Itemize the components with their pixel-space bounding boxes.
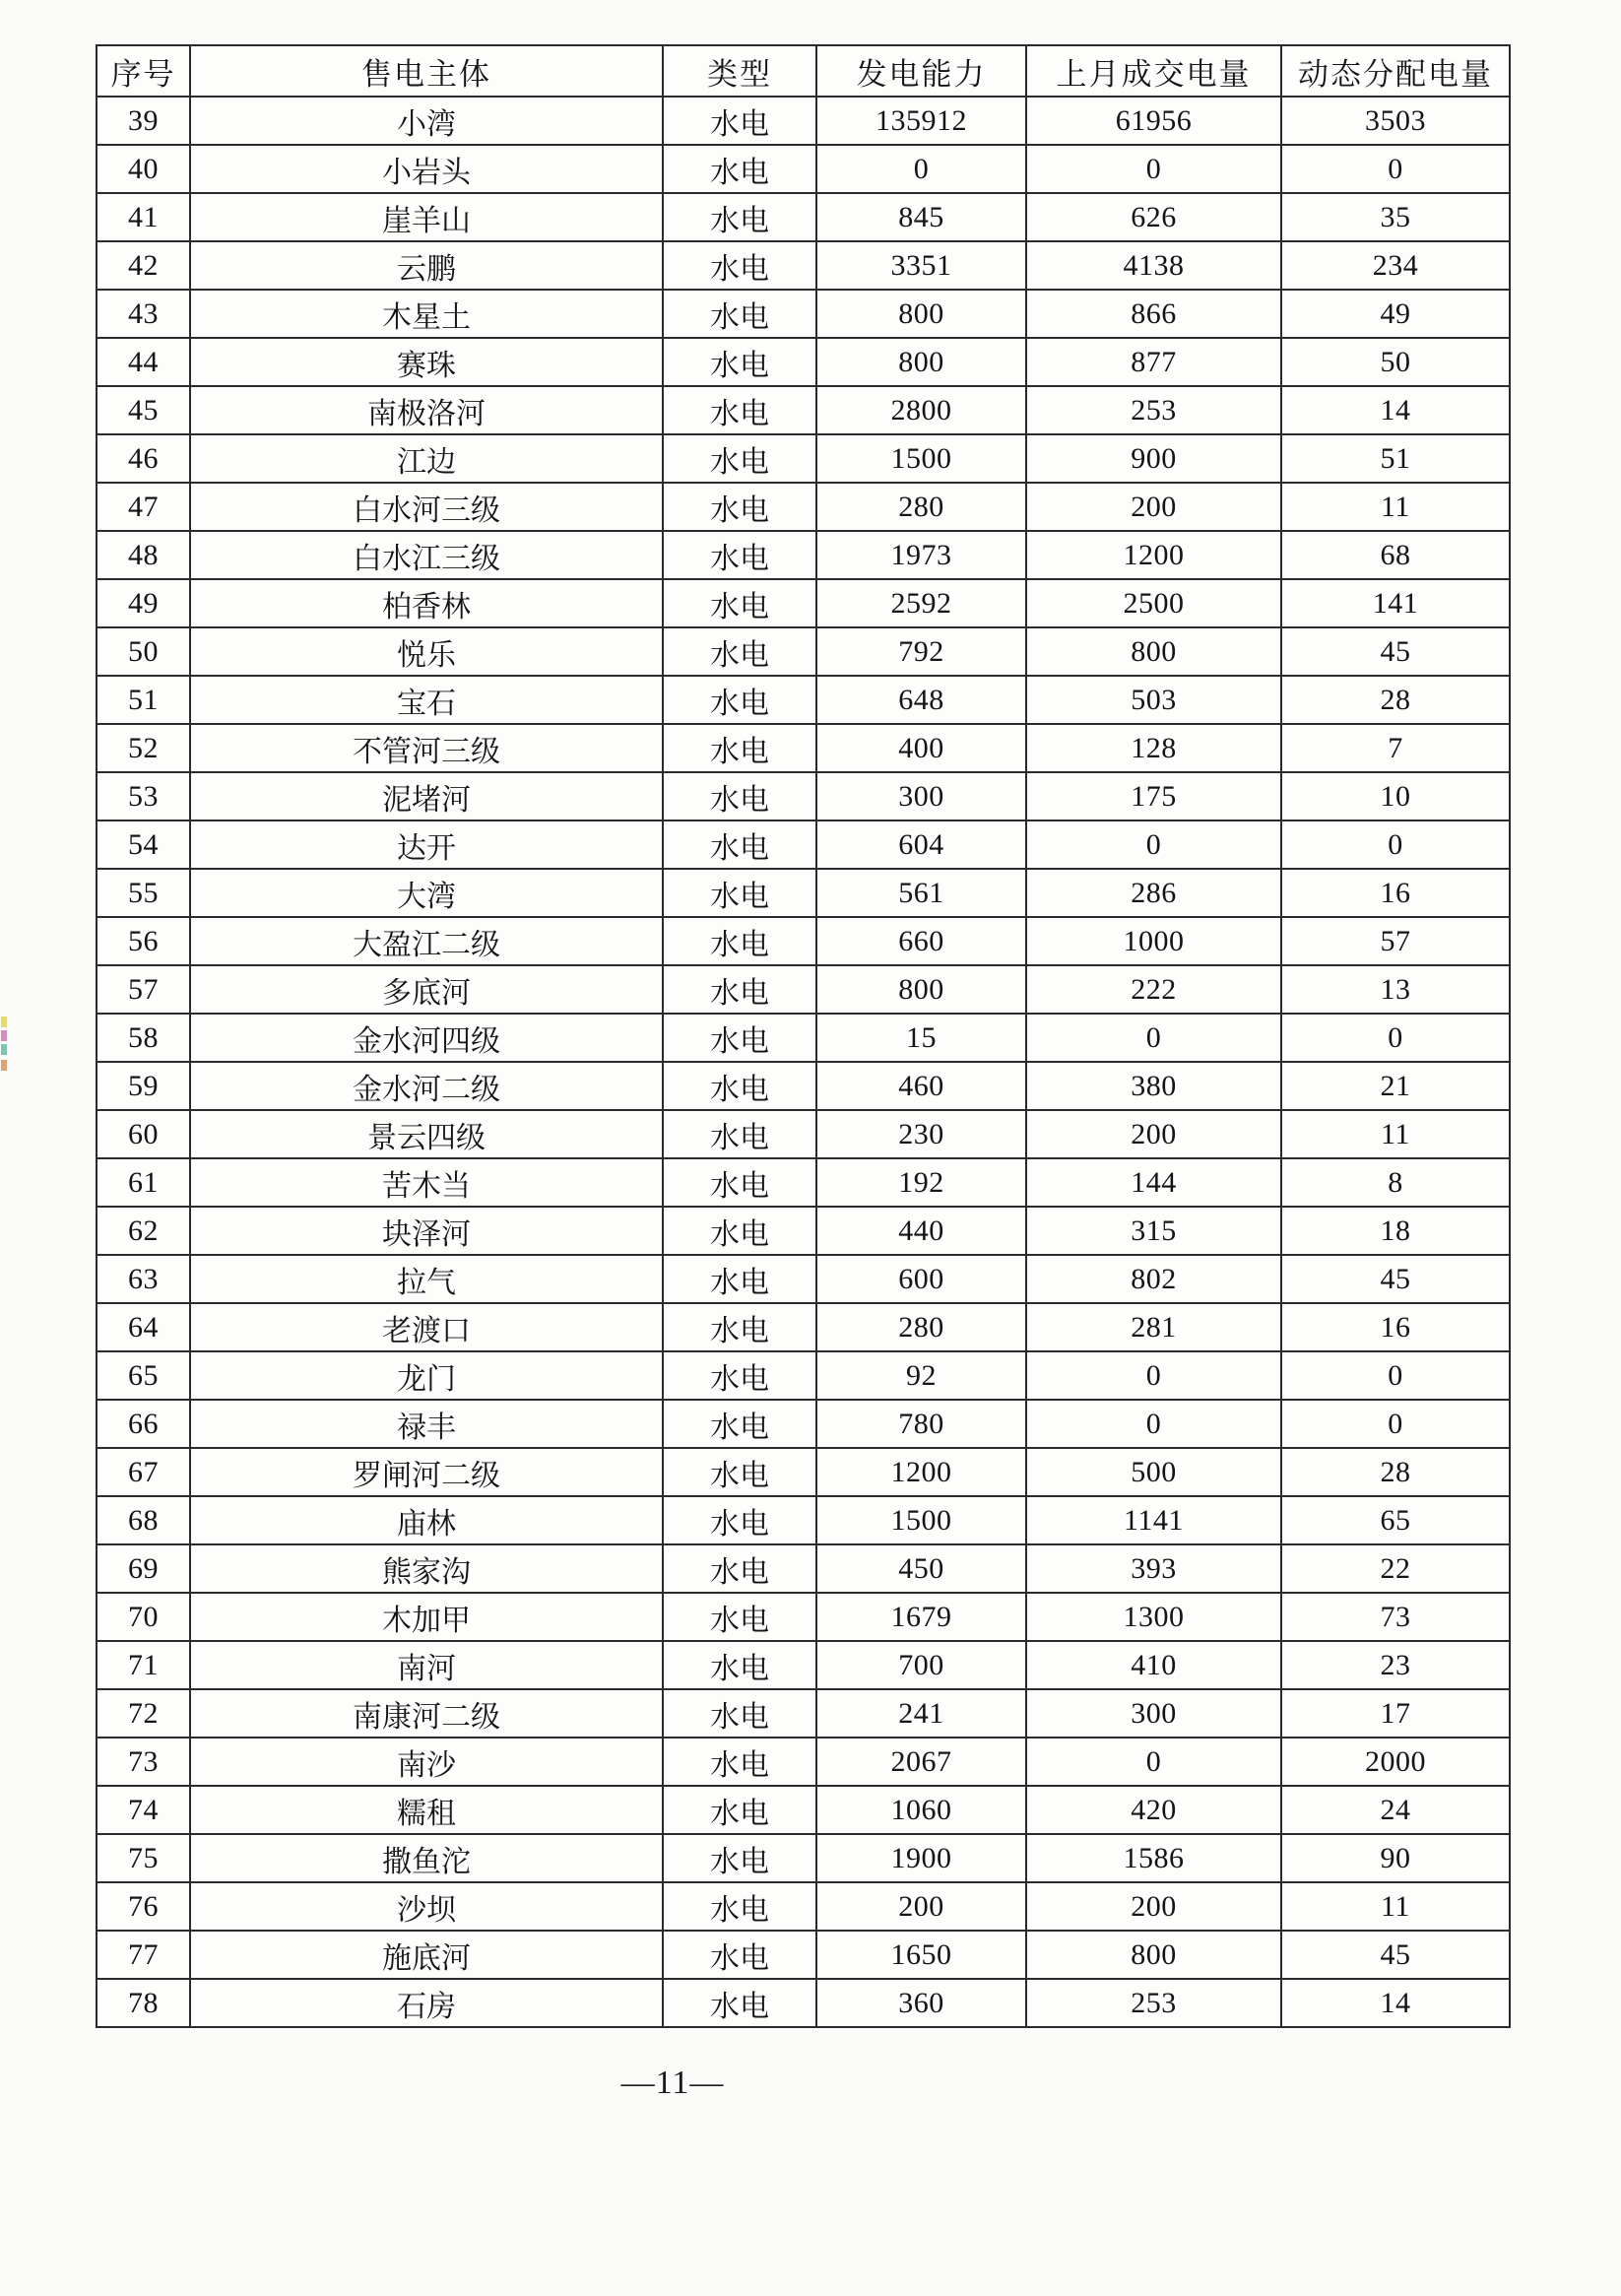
cell-type: 水电 <box>663 1351 816 1400</box>
table-row <box>97 290 1510 338</box>
cell-dynamic-allocation: 68 <box>1281 531 1510 579</box>
cell-last-month-volume: 286 <box>1026 869 1281 917</box>
scan-fleck <box>1 1060 7 1071</box>
cell-dynamic-allocation: 22 <box>1281 1544 1510 1593</box>
table-row <box>97 1496 1510 1544</box>
cell-last-month-volume: 420 <box>1026 1786 1281 1834</box>
cell-dynamic-allocation: 45 <box>1281 1255 1510 1303</box>
cell-dynamic-allocation: 0 <box>1281 145 1510 193</box>
cell-no: 66 <box>97 1400 190 1448</box>
cell-no: 77 <box>97 1931 190 1979</box>
cell-capacity: 800 <box>816 965 1026 1014</box>
table-row <box>97 193 1510 241</box>
cell-capacity: 2067 <box>816 1738 1026 1786</box>
cell-capacity: 700 <box>816 1641 1026 1689</box>
cell-type: 水电 <box>663 1641 816 1689</box>
cell-no: 57 <box>97 965 190 1014</box>
cell-no: 78 <box>97 1979 190 2027</box>
cell-type: 水电 <box>663 1786 816 1834</box>
cell-capacity: 1973 <box>816 531 1026 579</box>
cell-seller: 撒鱼沱 <box>190 1834 663 1882</box>
table-row <box>97 1110 1510 1158</box>
cell-dynamic-allocation: 0 <box>1281 1351 1510 1400</box>
cell-type: 水电 <box>663 1738 816 1786</box>
cell-type: 水电 <box>663 676 816 724</box>
cell-dynamic-allocation: 234 <box>1281 241 1510 290</box>
cell-type: 水电 <box>663 531 816 579</box>
cell-last-month-volume: 0 <box>1026 1014 1281 1062</box>
cell-capacity: 1679 <box>816 1593 1026 1641</box>
cell-capacity: 280 <box>816 483 1026 531</box>
cell-no: 46 <box>97 434 190 483</box>
cell-dynamic-allocation: 7 <box>1281 724 1510 772</box>
cell-type: 水电 <box>663 1834 816 1882</box>
cell-last-month-volume: 0 <box>1026 820 1281 869</box>
table-row <box>97 820 1510 869</box>
cell-capacity: 1900 <box>816 1834 1026 1882</box>
cell-no: 64 <box>97 1303 190 1351</box>
column-header-no: 序号 <box>97 45 190 97</box>
cell-last-month-volume: 1300 <box>1026 1593 1281 1641</box>
cell-last-month-volume: 500 <box>1026 1448 1281 1496</box>
cell-capacity: 2800 <box>816 386 1026 434</box>
cell-dynamic-allocation: 16 <box>1281 1303 1510 1351</box>
cell-last-month-volume: 410 <box>1026 1641 1281 1689</box>
cell-no: 55 <box>97 869 190 917</box>
cell-seller: 小岩头 <box>190 145 663 193</box>
table-row <box>97 676 1510 724</box>
scan-fleck <box>1 1030 7 1041</box>
cell-capacity: 300 <box>816 772 1026 820</box>
cell-seller: 柏香林 <box>190 579 663 627</box>
cell-no: 67 <box>97 1448 190 1496</box>
cell-capacity: 800 <box>816 290 1026 338</box>
cell-type: 水电 <box>663 241 816 290</box>
cell-type: 水电 <box>663 724 816 772</box>
cell-type: 水电 <box>663 1979 816 2027</box>
cell-capacity: 450 <box>816 1544 1026 1593</box>
cell-no: 68 <box>97 1496 190 1544</box>
cell-capacity: 0 <box>816 145 1026 193</box>
cell-capacity: 660 <box>816 917 1026 965</box>
cell-seller: 南河 <box>190 1641 663 1689</box>
cell-type: 水电 <box>663 1400 816 1448</box>
cell-seller: 赛珠 <box>190 338 663 386</box>
cell-no: 44 <box>97 338 190 386</box>
cell-no: 72 <box>97 1689 190 1738</box>
cell-seller: 南极洛河 <box>190 386 663 434</box>
cell-seller: 泥堵河 <box>190 772 663 820</box>
cell-capacity: 604 <box>816 820 1026 869</box>
cell-seller: 熊家沟 <box>190 1544 663 1593</box>
cell-no: 63 <box>97 1255 190 1303</box>
table-row <box>97 1979 1510 2027</box>
cell-type: 水电 <box>663 1882 816 1931</box>
table-row <box>97 1062 1510 1110</box>
cell-dynamic-allocation: 65 <box>1281 1496 1510 1544</box>
cell-capacity: 1200 <box>816 1448 1026 1496</box>
cell-last-month-volume: 503 <box>1026 676 1281 724</box>
cell-dynamic-allocation: 28 <box>1281 1448 1510 1496</box>
table-row <box>97 145 1510 193</box>
cell-capacity: 1500 <box>816 434 1026 483</box>
cell-type: 水电 <box>663 386 816 434</box>
cell-seller: 木星土 <box>190 290 663 338</box>
cell-seller: 块泽河 <box>190 1207 663 1255</box>
cell-dynamic-allocation: 13 <box>1281 965 1510 1014</box>
cell-last-month-volume: 877 <box>1026 338 1281 386</box>
cell-type: 水电 <box>663 772 816 820</box>
cell-type: 水电 <box>663 1158 816 1207</box>
cell-no: 47 <box>97 483 190 531</box>
cell-seller: 龙门 <box>190 1351 663 1400</box>
cell-type: 水电 <box>663 579 816 627</box>
cell-dynamic-allocation: 24 <box>1281 1786 1510 1834</box>
cell-seller: 云鹏 <box>190 241 663 290</box>
table-row <box>97 869 1510 917</box>
table-header <box>97 45 1510 97</box>
cell-capacity: 780 <box>816 1400 1026 1448</box>
table-row <box>97 1689 1510 1738</box>
cell-capacity: 845 <box>816 193 1026 241</box>
cell-capacity: 1650 <box>816 1931 1026 1979</box>
table-row <box>97 917 1510 965</box>
cell-seller: 大湾 <box>190 869 663 917</box>
cell-seller: 金水河二级 <box>190 1062 663 1110</box>
cell-type: 水电 <box>663 434 816 483</box>
cell-seller: 不管河三级 <box>190 724 663 772</box>
cell-type: 水电 <box>663 1014 816 1062</box>
cell-seller: 白水河三级 <box>190 483 663 531</box>
cell-seller: 江边 <box>190 434 663 483</box>
table-row <box>97 1931 1510 1979</box>
cell-last-month-volume: 4138 <box>1026 241 1281 290</box>
cell-dynamic-allocation: 14 <box>1281 386 1510 434</box>
cell-capacity: 792 <box>816 627 1026 676</box>
cell-capacity: 3351 <box>816 241 1026 290</box>
cell-seller: 小湾 <box>190 97 663 145</box>
table-row <box>97 1544 1510 1593</box>
cell-no: 71 <box>97 1641 190 1689</box>
table-row <box>97 386 1510 434</box>
cell-capacity: 135912 <box>816 97 1026 145</box>
cell-no: 51 <box>97 676 190 724</box>
cell-capacity: 15 <box>816 1014 1026 1062</box>
cell-capacity: 440 <box>816 1207 1026 1255</box>
cell-type: 水电 <box>663 97 816 145</box>
cell-type: 水电 <box>663 820 816 869</box>
column-header-seller: 售电主体 <box>190 45 663 97</box>
cell-seller: 崖羊山 <box>190 193 663 241</box>
cell-last-month-volume: 800 <box>1026 1931 1281 1979</box>
cell-last-month-volume: 800 <box>1026 627 1281 676</box>
table-header-row <box>97 45 1510 97</box>
scan-fleck <box>1 1017 7 1027</box>
scan-fleck <box>1 1044 7 1055</box>
cell-dynamic-allocation: 16 <box>1281 869 1510 917</box>
cell-last-month-volume: 300 <box>1026 1689 1281 1738</box>
cell-last-month-volume: 222 <box>1026 965 1281 1014</box>
cell-dynamic-allocation: 17 <box>1281 1689 1510 1738</box>
cell-dynamic-allocation: 73 <box>1281 1593 1510 1641</box>
cell-last-month-volume: 200 <box>1026 1110 1281 1158</box>
table-row <box>97 97 1510 145</box>
cell-dynamic-allocation: 35 <box>1281 193 1510 241</box>
table-row <box>97 1786 1510 1834</box>
cell-no: 52 <box>97 724 190 772</box>
cell-capacity: 280 <box>816 1303 1026 1351</box>
table-row <box>97 1834 1510 1882</box>
cell-no: 54 <box>97 820 190 869</box>
table-row <box>97 1882 1510 1931</box>
cell-no: 75 <box>97 1834 190 1882</box>
cell-last-month-volume: 380 <box>1026 1062 1281 1110</box>
cell-dynamic-allocation: 11 <box>1281 483 1510 531</box>
table-row <box>97 1303 1510 1351</box>
cell-no: 58 <box>97 1014 190 1062</box>
cell-type: 水电 <box>663 1207 816 1255</box>
cell-dynamic-allocation: 18 <box>1281 1207 1510 1255</box>
cell-last-month-volume: 1200 <box>1026 531 1281 579</box>
cell-dynamic-allocation: 51 <box>1281 434 1510 483</box>
cell-seller: 沙坝 <box>190 1882 663 1931</box>
cell-last-month-volume: 0 <box>1026 1351 1281 1400</box>
cell-dynamic-allocation: 45 <box>1281 627 1510 676</box>
cell-seller: 糯租 <box>190 1786 663 1834</box>
cell-dynamic-allocation: 3503 <box>1281 97 1510 145</box>
cell-last-month-volume: 144 <box>1026 1158 1281 1207</box>
cell-capacity: 800 <box>816 338 1026 386</box>
cell-last-month-volume: 626 <box>1026 193 1281 241</box>
cell-dynamic-allocation: 141 <box>1281 579 1510 627</box>
table-body <box>97 97 1510 2027</box>
cell-no: 59 <box>97 1062 190 1110</box>
cell-seller: 施底河 <box>190 1931 663 1979</box>
cell-no: 48 <box>97 531 190 579</box>
cell-no: 74 <box>97 1786 190 1834</box>
cell-seller: 悦乐 <box>190 627 663 676</box>
cell-capacity: 460 <box>816 1062 1026 1110</box>
table-row <box>97 1448 1510 1496</box>
cell-no: 65 <box>97 1351 190 1400</box>
cell-dynamic-allocation: 8 <box>1281 1158 1510 1207</box>
cell-capacity: 360 <box>816 1979 1026 2027</box>
cell-type: 水电 <box>663 1303 816 1351</box>
cell-capacity: 600 <box>816 1255 1026 1303</box>
cell-type: 水电 <box>663 965 816 1014</box>
cell-dynamic-allocation: 45 <box>1281 1931 1510 1979</box>
cell-seller: 苦木当 <box>190 1158 663 1207</box>
cell-no: 39 <box>97 97 190 145</box>
cell-capacity: 561 <box>816 869 1026 917</box>
cell-type: 水电 <box>663 1931 816 1979</box>
cell-no: 50 <box>97 627 190 676</box>
cell-last-month-volume: 1000 <box>1026 917 1281 965</box>
cell-dynamic-allocation: 21 <box>1281 1062 1510 1110</box>
cell-dynamic-allocation: 49 <box>1281 290 1510 338</box>
cell-seller: 多底河 <box>190 965 663 1014</box>
cell-no: 69 <box>97 1544 190 1593</box>
cell-last-month-volume: 175 <box>1026 772 1281 820</box>
cell-last-month-volume: 1586 <box>1026 1834 1281 1882</box>
cell-type: 水电 <box>663 1062 816 1110</box>
cell-last-month-volume: 200 <box>1026 1882 1281 1931</box>
cell-type: 水电 <box>663 1255 816 1303</box>
cell-capacity: 1060 <box>816 1786 1026 1834</box>
cell-dynamic-allocation: 0 <box>1281 1400 1510 1448</box>
cell-no: 76 <box>97 1882 190 1931</box>
cell-seller: 白水江三级 <box>190 531 663 579</box>
table-row <box>97 1207 1510 1255</box>
table-row <box>97 1014 1510 1062</box>
cell-type: 水电 <box>663 483 816 531</box>
cell-no: 62 <box>97 1207 190 1255</box>
cell-last-month-volume: 2500 <box>1026 579 1281 627</box>
cell-type: 水电 <box>663 338 816 386</box>
cell-last-month-volume: 315 <box>1026 1207 1281 1255</box>
table-row <box>97 241 1510 290</box>
cell-last-month-volume: 128 <box>1026 724 1281 772</box>
cell-no: 49 <box>97 579 190 627</box>
cell-dynamic-allocation: 10 <box>1281 772 1510 820</box>
cell-last-month-volume: 0 <box>1026 145 1281 193</box>
cell-dynamic-allocation: 0 <box>1281 1014 1510 1062</box>
table-row <box>97 724 1510 772</box>
table-row <box>97 1400 1510 1448</box>
cell-no: 56 <box>97 917 190 965</box>
table-row <box>97 965 1510 1014</box>
cell-type: 水电 <box>663 1110 816 1158</box>
cell-seller: 宝石 <box>190 676 663 724</box>
cell-no: 61 <box>97 1158 190 1207</box>
cell-type: 水电 <box>663 869 816 917</box>
cell-capacity: 92 <box>816 1351 1026 1400</box>
cell-capacity: 1500 <box>816 1496 1026 1544</box>
cell-no: 53 <box>97 772 190 820</box>
cell-no: 42 <box>97 241 190 290</box>
cell-type: 水电 <box>663 917 816 965</box>
cell-last-month-volume: 900 <box>1026 434 1281 483</box>
cell-type: 水电 <box>663 1448 816 1496</box>
cell-dynamic-allocation: 11 <box>1281 1882 1510 1931</box>
table-row <box>97 531 1510 579</box>
cell-seller: 达开 <box>190 820 663 869</box>
cell-last-month-volume: 802 <box>1026 1255 1281 1303</box>
cell-capacity: 200 <box>816 1882 1026 1931</box>
table-row <box>97 627 1510 676</box>
cell-type: 水电 <box>663 145 816 193</box>
cell-last-month-volume: 0 <box>1026 1738 1281 1786</box>
cell-seller: 禄丰 <box>190 1400 663 1448</box>
cell-seller: 木加甲 <box>190 1593 663 1641</box>
cell-seller: 老渡口 <box>190 1303 663 1351</box>
cell-no: 41 <box>97 193 190 241</box>
cell-no: 60 <box>97 1110 190 1158</box>
cell-dynamic-allocation: 57 <box>1281 917 1510 965</box>
cell-type: 水电 <box>663 193 816 241</box>
cell-no: 70 <box>97 1593 190 1641</box>
cell-no: 45 <box>97 386 190 434</box>
cell-no: 40 <box>97 145 190 193</box>
column-header-type: 类型 <box>663 45 816 97</box>
cell-type: 水电 <box>663 1544 816 1593</box>
cell-dynamic-allocation: 14 <box>1281 1979 1510 2027</box>
cell-capacity: 648 <box>816 676 1026 724</box>
cell-dynamic-allocation: 23 <box>1281 1641 1510 1689</box>
cell-last-month-volume: 253 <box>1026 1979 1281 2027</box>
table-row <box>97 1738 1510 1786</box>
cell-dynamic-allocation: 2000 <box>1281 1738 1510 1786</box>
power-sellers-table <box>96 44 1511 2028</box>
column-header-capacity: 发电能力 <box>816 45 1026 97</box>
cell-last-month-volume: 866 <box>1026 290 1281 338</box>
cell-last-month-volume: 393 <box>1026 1544 1281 1593</box>
table-row <box>97 483 1510 531</box>
cell-capacity: 400 <box>816 724 1026 772</box>
cell-last-month-volume: 253 <box>1026 386 1281 434</box>
table-row <box>97 1158 1510 1207</box>
cell-last-month-volume: 0 <box>1026 1400 1281 1448</box>
cell-seller: 拉气 <box>190 1255 663 1303</box>
table-row <box>97 772 1510 820</box>
cell-type: 水电 <box>663 627 816 676</box>
cell-seller: 南康河二级 <box>190 1689 663 1738</box>
column-header-last-month-volume: 上月成交电量 <box>1026 45 1281 97</box>
cell-seller: 景云四级 <box>190 1110 663 1158</box>
cell-no: 43 <box>97 290 190 338</box>
cell-capacity: 192 <box>816 1158 1026 1207</box>
cell-dynamic-allocation: 50 <box>1281 338 1510 386</box>
table-row <box>97 338 1510 386</box>
cell-dynamic-allocation: 11 <box>1281 1110 1510 1158</box>
cell-seller: 南沙 <box>190 1738 663 1786</box>
table-row <box>97 1593 1510 1641</box>
cell-seller: 金水河四级 <box>190 1014 663 1062</box>
cell-dynamic-allocation: 0 <box>1281 820 1510 869</box>
cell-seller: 石房 <box>190 1979 663 2027</box>
cell-dynamic-allocation: 90 <box>1281 1834 1510 1882</box>
table-row <box>97 579 1510 627</box>
cell-capacity: 2592 <box>816 579 1026 627</box>
cell-seller: 庙林 <box>190 1496 663 1544</box>
cell-type: 水电 <box>663 290 816 338</box>
cell-last-month-volume: 61956 <box>1026 97 1281 145</box>
cell-capacity: 230 <box>816 1110 1026 1158</box>
cell-capacity: 241 <box>816 1689 1026 1738</box>
cell-no: 73 <box>97 1738 190 1786</box>
cell-seller: 大盈江二级 <box>190 917 663 965</box>
page-number: —11— <box>620 2065 725 2101</box>
table-row <box>97 1255 1510 1303</box>
cell-last-month-volume: 1141 <box>1026 1496 1281 1544</box>
cell-last-month-volume: 200 <box>1026 483 1281 531</box>
cell-type: 水电 <box>663 1689 816 1738</box>
cell-dynamic-allocation: 28 <box>1281 676 1510 724</box>
table-row <box>97 434 1510 483</box>
column-header-dynamic-allocation: 动态分配电量 <box>1281 45 1510 97</box>
cell-type: 水电 <box>663 1496 816 1544</box>
table-row <box>97 1351 1510 1400</box>
cell-seller: 罗闸河二级 <box>190 1448 663 1496</box>
cell-type: 水电 <box>663 1593 816 1641</box>
cell-last-month-volume: 281 <box>1026 1303 1281 1351</box>
table-row <box>97 1641 1510 1689</box>
